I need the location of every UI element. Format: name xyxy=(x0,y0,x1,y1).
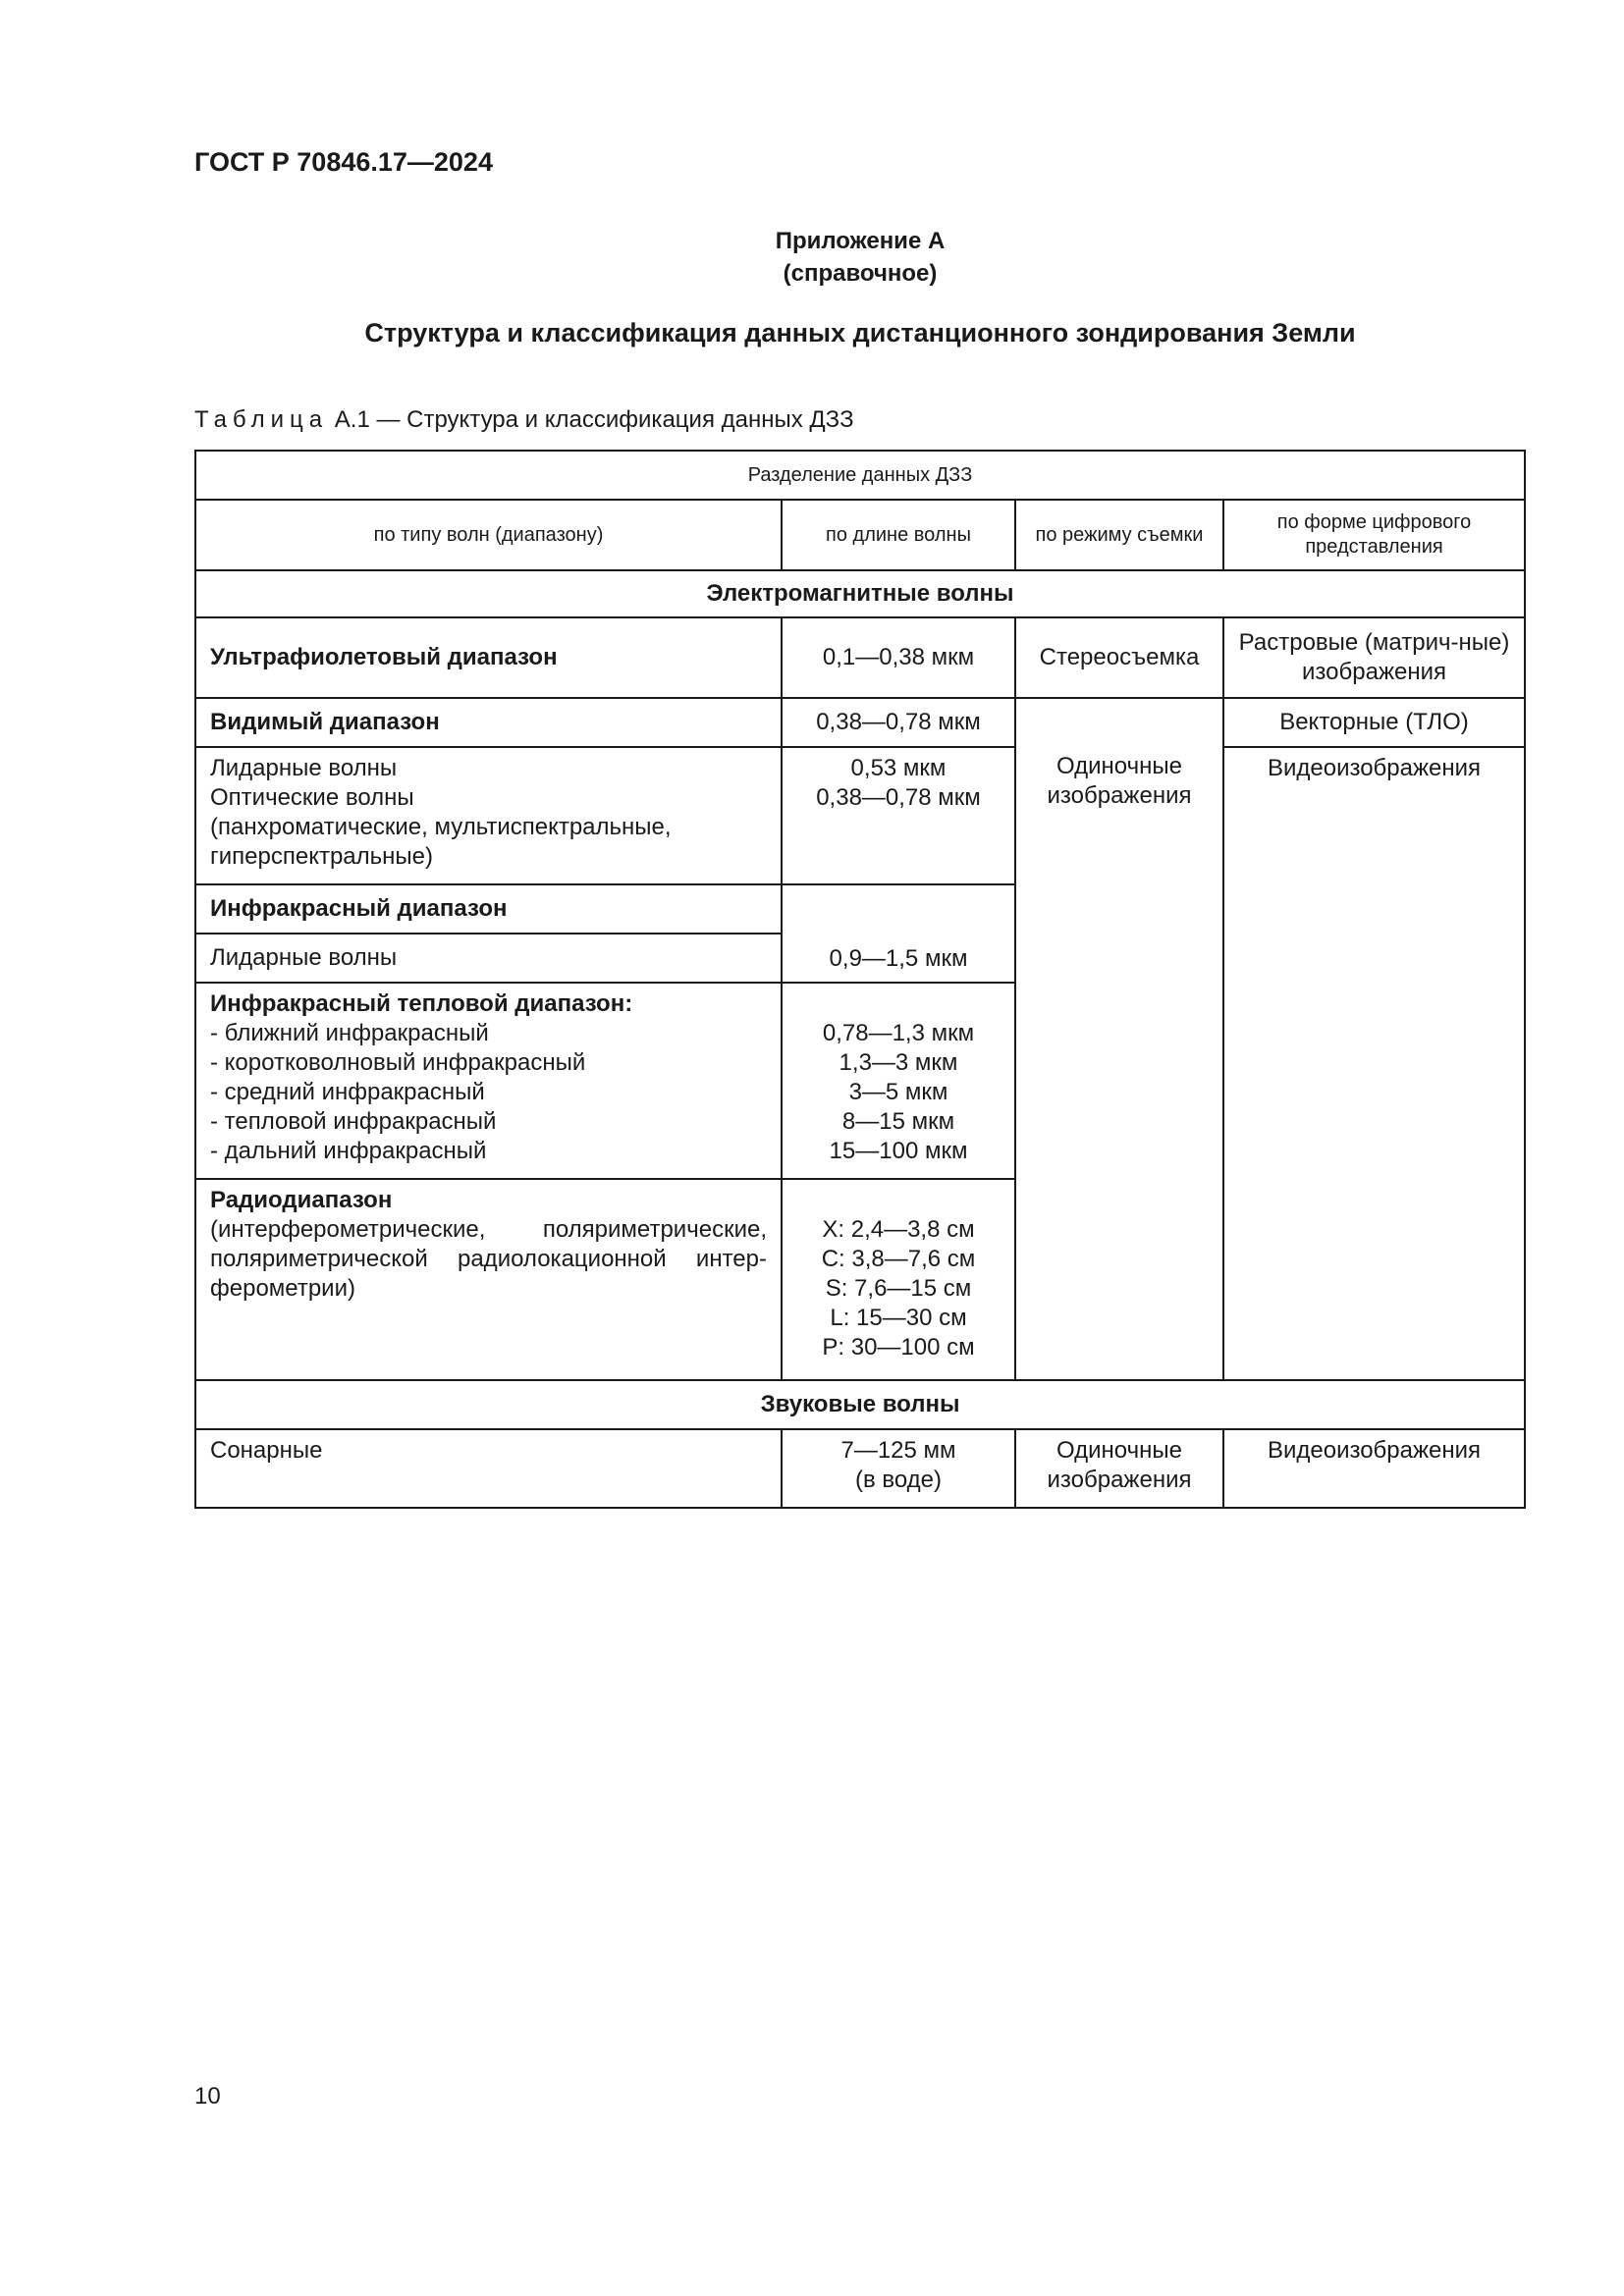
ir-thermal-wavelength: 15—100 мкм xyxy=(829,1138,968,1164)
table-row xyxy=(195,1429,1525,1508)
ir-thermal-item: - тепловой инфракрасный xyxy=(210,1108,497,1135)
radio-wavelengths xyxy=(782,1179,1015,1380)
radio-band: C: 3,8—7,6 см xyxy=(821,1246,976,1272)
optical-waves-details: (панхроматические, мультиспектральные, гиперспектральные) xyxy=(210,814,672,870)
infrared-label: Инфракрасный диапазон xyxy=(195,884,782,934)
uv-label: Ультрафиолетовый диапазон xyxy=(195,617,782,698)
visible-form: Векторные (ТЛО) xyxy=(1223,698,1525,747)
top-header-cell: Разделение данных ДЗЗ xyxy=(195,451,1525,500)
table-caption xyxy=(194,406,854,434)
ir-thermal-item: - дальний инфракрасный xyxy=(210,1138,487,1164)
appendix-kind: (справочное) xyxy=(783,260,938,287)
table-row xyxy=(195,698,1525,747)
ir-thermal-wavelength: 8—15 мкм xyxy=(841,1108,955,1135)
optical-wavelength: 0,38—0,78 мкм xyxy=(816,784,981,811)
ir-lidar-wavelength: 0,9—1,5 мкм xyxy=(782,884,1015,983)
sonar-label: Сонарные xyxy=(195,1429,782,1508)
appendix-heading xyxy=(0,225,1624,290)
ir-thermal-cell xyxy=(195,983,782,1179)
table-column-header-row xyxy=(195,500,1525,570)
section-title: Структура и классификация данных дистанционного зондирования Земли xyxy=(364,318,1356,347)
table-row xyxy=(195,747,1525,884)
table-caption-text: А.1 — Структура и классификация данных ДЗЗ xyxy=(328,406,854,433)
ir-thermal-wavelength: 1,3—3 мкм xyxy=(839,1049,958,1076)
visible-wavelength: 0,38—0,78 мкм xyxy=(782,698,1015,747)
sonar-form: Видеоизображения xyxy=(1223,1429,1525,1508)
uv-wavelength: 0,1—0,38 мкм xyxy=(782,617,1015,698)
group-sound-waves: Звуковые волны xyxy=(195,1380,1525,1429)
column-header-shooting-mode: по режиму съемки xyxy=(1015,500,1223,570)
sonar-wavelength-note: (в воде) xyxy=(854,1467,943,1493)
group-electromagnetic-waves: Электромагнитные волны xyxy=(195,570,1525,617)
video-form-cell: Видеоизображения xyxy=(1223,747,1525,1380)
radio-description: (интерферометрические, поляриметрические, поляриметрической радиолокационной интер-ферометрии) xyxy=(210,1216,767,1302)
lidar-optical-wavelengths xyxy=(782,747,1015,884)
table-label: Таблица xyxy=(194,406,329,433)
visible-label: Видимый диапазон xyxy=(195,698,782,747)
ir-thermal-wavelengths xyxy=(782,983,1015,1179)
uv-form: Растровые (матрич-ные) изображения xyxy=(1223,617,1525,698)
sonar-wavelength-value: 7—125 мм xyxy=(840,1437,956,1464)
single-mode-cell: Одиночные изображения xyxy=(1015,698,1223,1380)
group-row-sound xyxy=(195,1380,1525,1429)
column-header-wavelength: по длине волны xyxy=(782,500,1015,570)
document-id: ГОСТ Р 70846.17—2024 xyxy=(194,147,493,177)
classification-table xyxy=(194,450,1526,1509)
radio-band: L: 15—30 см xyxy=(830,1305,967,1331)
ir-thermal-item: - ближний инфракрасный xyxy=(210,1020,489,1046)
ir-thermal-item: - коротковолновый инфракрасный xyxy=(210,1049,586,1076)
column-header-wave-type: по типу волн (диапазону) xyxy=(195,500,782,570)
radio-band: X: 2,4—3,8 см xyxy=(822,1216,975,1243)
sonar-mode: Одиночные изображения xyxy=(1015,1429,1223,1508)
radio-label: Радиодиапазон xyxy=(210,1187,393,1213)
ir-thermal-wavelength: 0,78—1,3 мкм xyxy=(822,1020,975,1046)
sonar-wavelength xyxy=(782,1429,1015,1508)
radio-band: S: 7,6—15 см xyxy=(825,1275,972,1302)
optical-waves-line: Оптические волны xyxy=(210,784,414,811)
group-row-electromagnetic xyxy=(195,570,1525,617)
lidar-optical-cell xyxy=(195,747,782,884)
page-number: 10 xyxy=(194,2083,221,2109)
ir-thermal-item: - средний инфракрасный xyxy=(210,1079,485,1105)
column-header-digital-form: по форме цифрового представления xyxy=(1223,500,1525,570)
appendix-title: Приложение А xyxy=(775,228,946,254)
lidar-wavelength: 0,53 мкм xyxy=(850,755,947,781)
uv-mode: Стереосъемка xyxy=(1015,617,1223,698)
table-top-header-row xyxy=(195,451,1525,500)
table-row xyxy=(195,617,1525,698)
ir-thermal-wavelength: 3—5 мкм xyxy=(848,1079,948,1105)
radio-cell xyxy=(195,1179,782,1380)
lidar-waves-line: Лидарные волны xyxy=(210,755,398,781)
ir-thermal-label: Инфракрасный тепловой диапазон: xyxy=(210,990,633,1017)
ir-lidar-label: Лидарные волны xyxy=(195,934,782,983)
radio-band: P: 30—100 см xyxy=(822,1334,975,1361)
